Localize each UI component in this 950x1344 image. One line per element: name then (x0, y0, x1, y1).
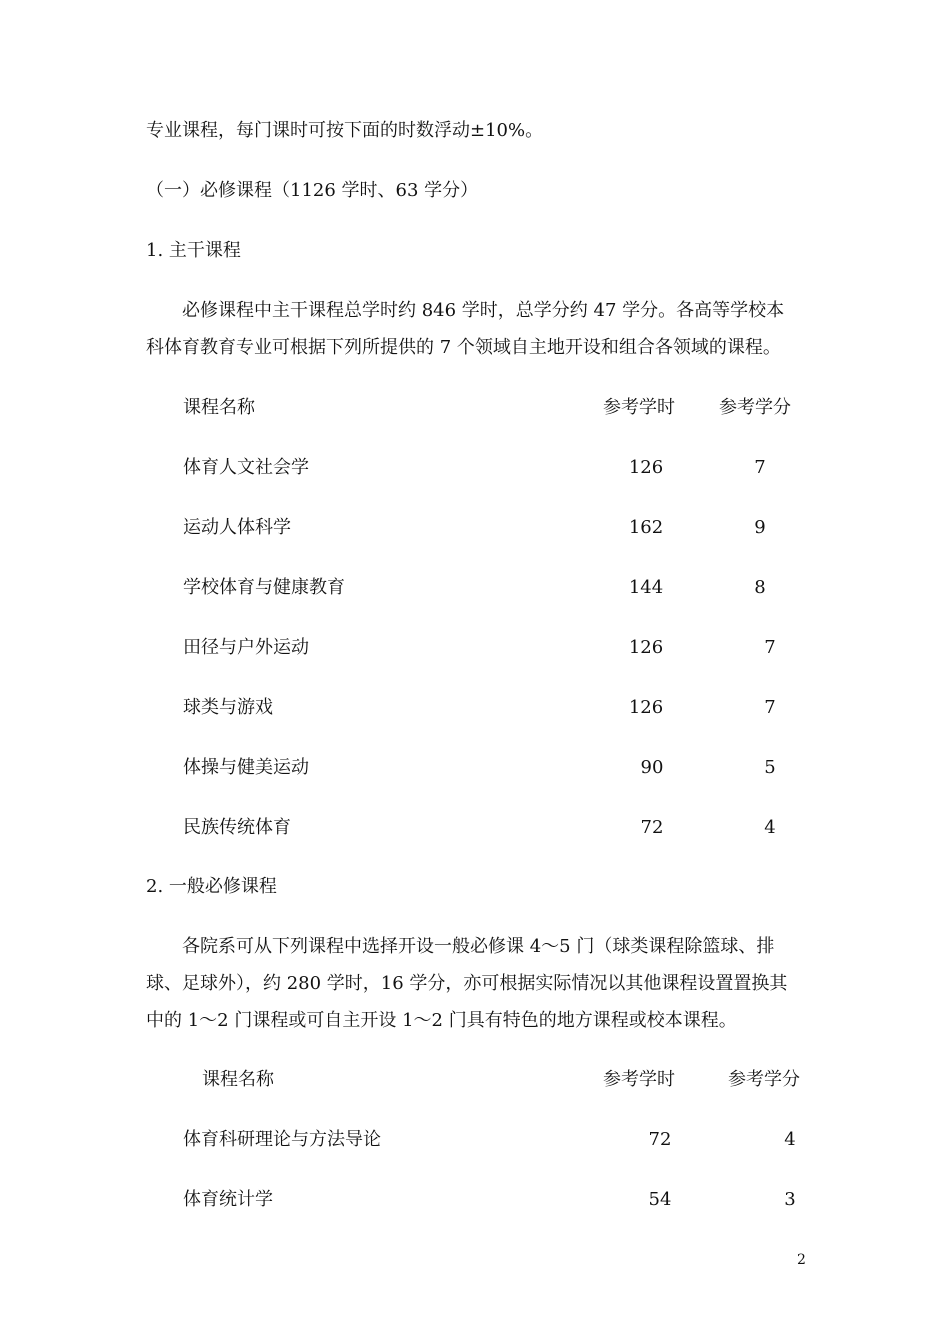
course-name: 体育科研理论与方法导论 (183, 1129, 381, 1150)
course-name: 球类与游戏 (183, 697, 273, 718)
page-number: 2 (797, 1252, 806, 1268)
course-hours: 126 (628, 637, 664, 658)
course-hours: 162 (628, 517, 664, 538)
course-name: 学校体育与健康教育 (183, 577, 345, 598)
table-header-course-name: 课程名称 (202, 1069, 274, 1090)
course-name: 体育人文社会学 (183, 457, 309, 478)
intro-line: 专业课程，每门课时可按下面的时数浮动±10%。 (146, 120, 544, 141)
course-hours: 72 (640, 817, 664, 838)
course-credits: 4 (764, 817, 776, 838)
course-name: 田径与户外运动 (183, 637, 309, 658)
paragraph-line: 各院系可从下列课程中选择开设一般必修课 4～5 门（球类课程除篮球、排 (182, 936, 775, 957)
table-header-course-name: 课程名称 (183, 397, 255, 418)
subheading-core-courses: 1. 主干课程 (146, 240, 241, 261)
course-hours: 126 (628, 457, 664, 478)
course-hours: 72 (648, 1129, 672, 1150)
paragraph-line: 科体育教育专业可根据下列所提供的 7 个领域自主地开设和组合各领域的课程。 (146, 337, 781, 358)
course-name: 运动人体科学 (183, 517, 291, 538)
section-heading-required: （一）必修课程（1126 学时、63 学分） (146, 180, 479, 201)
course-credits: 7 (764, 697, 776, 718)
course-name: 体操与健美运动 (183, 757, 309, 778)
course-credits: 8 (754, 577, 766, 598)
course-name: 体育统计学 (183, 1189, 273, 1210)
paragraph-line: 球、足球外），约 280 学时，16 学分，亦可根据实际情况以其他课程设置置换其 (146, 973, 788, 994)
course-hours: 144 (628, 577, 664, 598)
table-header-credits: 参考学分 (728, 1069, 800, 1090)
course-hours: 126 (628, 697, 664, 718)
table-header-hours: 参考学时 (603, 1069, 675, 1090)
course-hours: 54 (648, 1189, 672, 1210)
course-credits: 7 (764, 637, 776, 658)
subheading-general-required: 2. 一般必修课程 (146, 876, 277, 897)
course-name: 民族传统体育 (183, 817, 291, 838)
table-header-credits: 参考学分 (719, 397, 791, 418)
table-header-hours: 参考学时 (603, 397, 675, 418)
course-credits: 9 (754, 517, 766, 538)
course-credits: 3 (784, 1189, 796, 1210)
course-credits: 4 (784, 1129, 796, 1150)
paragraph-line: 必修课程中主干课程总学时约 846 学时，总学分约 47 学分。各高等学校本 (182, 300, 785, 321)
course-credits: 5 (764, 757, 776, 778)
paragraph-line: 中的 1～2 门课程或可自主开设 1～2 门具有特色的地方课程或校本课程。 (146, 1010, 737, 1031)
course-credits: 7 (754, 457, 766, 478)
course-hours: 90 (640, 757, 664, 778)
